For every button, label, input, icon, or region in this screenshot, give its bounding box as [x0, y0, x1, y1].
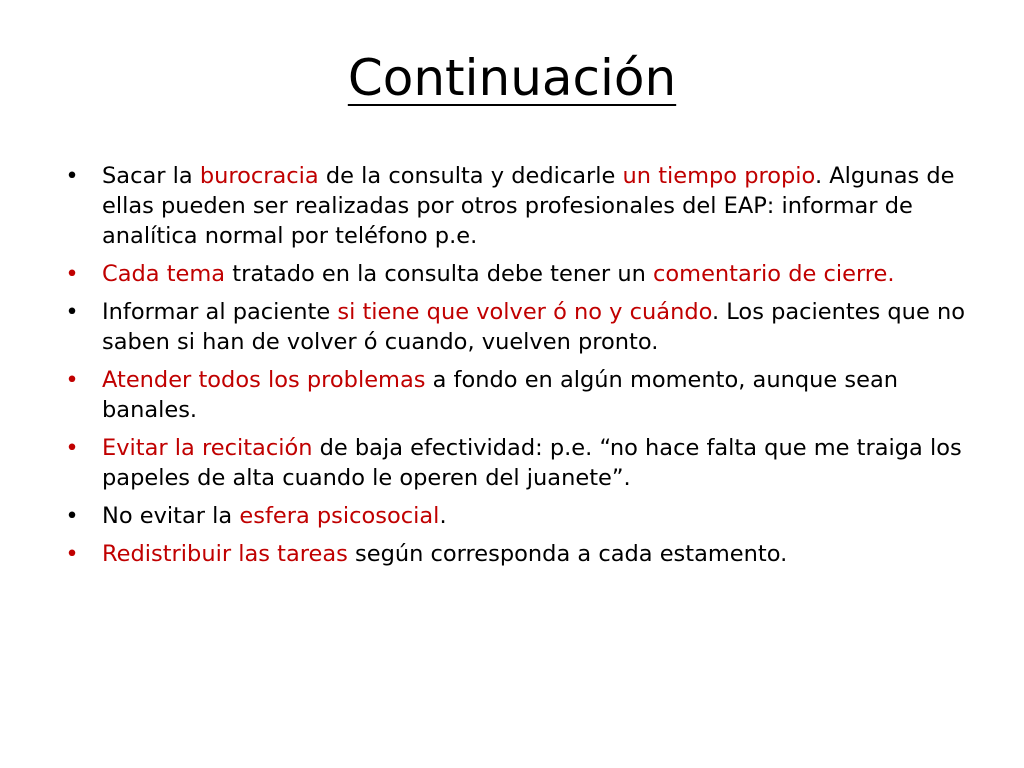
highlighted-text: Cada tema [102, 261, 226, 287]
bullet-text: . [439, 503, 447, 529]
highlighted-text: Redistribuir las tareas [102, 541, 348, 567]
highlighted-text: un tiempo propio [622, 163, 815, 189]
highlighted-text: si tiene que volver ó no y cuándo [337, 299, 712, 325]
bullet-text: Sacar la [102, 163, 200, 189]
bullet-item [65, 433, 972, 493]
bullet-text: tratado en la consulta debe tener un [225, 261, 654, 287]
bullet-text: No evitar la [102, 503, 240, 529]
bullet-dot-icon: • [65, 299, 79, 325]
bullet-item [65, 297, 972, 357]
bullet-text: a fondo en algún momento, aunque sean banales. [102, 367, 899, 423]
bullet-list [0, 161, 1024, 577]
highlighted-text: esfera psicosocial [239, 503, 440, 529]
slide-title: Continuación [347, 49, 677, 107]
bullet-dot-icon: • [65, 261, 79, 287]
bullet-item [65, 161, 972, 251]
highlighted-text: Atender todos los problemas [102, 367, 426, 393]
bullet-text: de baja efectividad: p.e. “no hace falta que me traiga los papeles de alta cuando le operen del juanete”. [102, 435, 962, 491]
bullet-text: Informar al paciente [102, 299, 338, 325]
bullet-dot-icon: • [65, 541, 79, 567]
bullet-text: de la consulta y dedicarle [318, 163, 623, 189]
bullet-text: según corresponda a cada estamento. [347, 541, 788, 567]
bullet-item [65, 365, 972, 425]
highlighted-text: comentario de cierre. [653, 261, 895, 287]
highlighted-text: burocracia [199, 163, 319, 189]
bullet-item [65, 539, 972, 569]
bullet-dot-icon: • [65, 503, 79, 529]
bullet-dot-icon: • [65, 163, 79, 189]
bullet-text: . Algunas de ellas pueden ser realizadas por otros profesionales del EAP: informar de analítica normal por teléfono p.e. [102, 163, 955, 249]
bullet-text: . Los pacientes que no saben si han de volver ó cuando, vuelven pronto. [102, 299, 965, 355]
bullet-item [65, 501, 972, 531]
bullet-dot-icon: • [65, 367, 79, 393]
highlighted-text: Evitar la recitación [102, 435, 313, 461]
bullet-dot-icon: • [65, 435, 79, 461]
bullet-item [65, 259, 972, 289]
